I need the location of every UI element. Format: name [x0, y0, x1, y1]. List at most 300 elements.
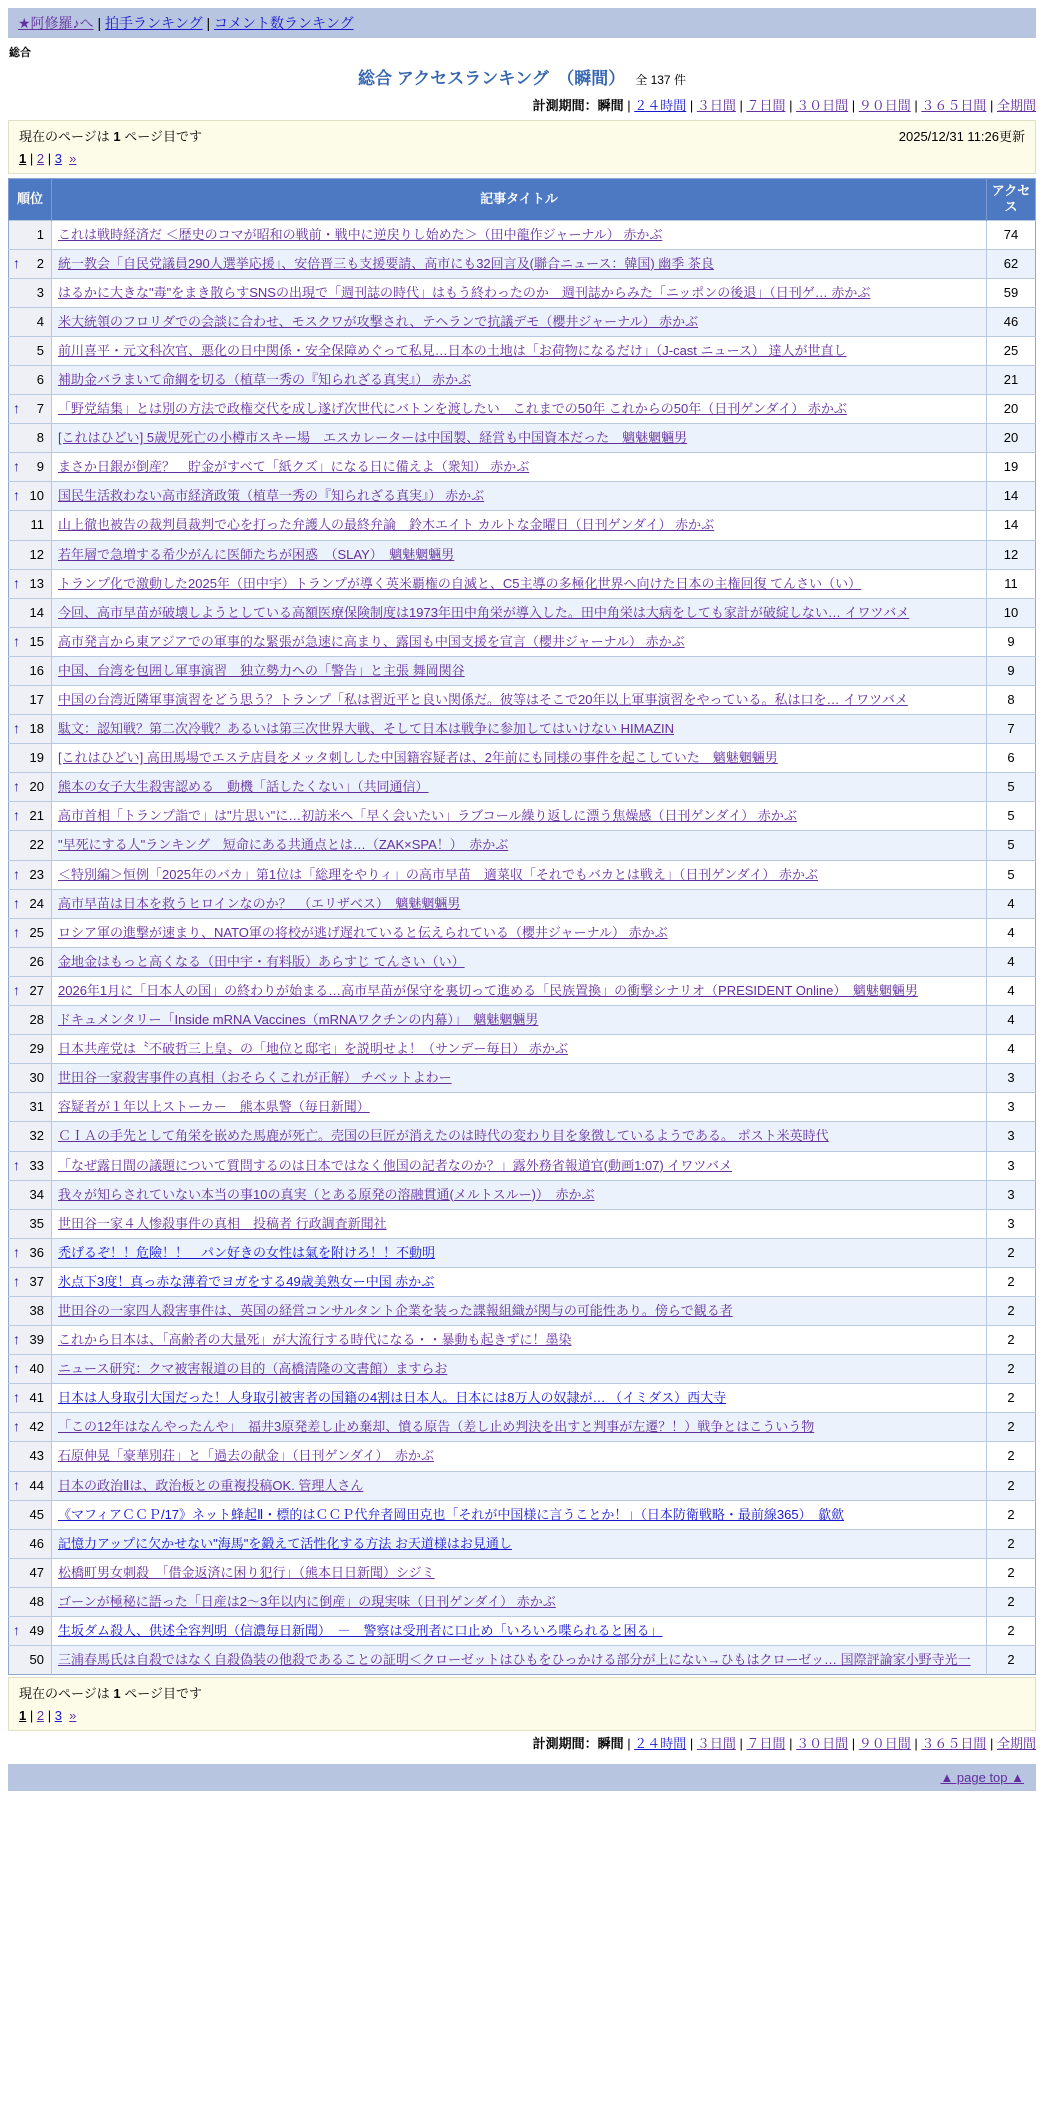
- rank-cell: [9, 1326, 52, 1355]
- rank-cell: [9, 976, 52, 1005]
- access-count: 3: [987, 1209, 1036, 1238]
- rank-cell: [9, 1122, 52, 1151]
- article-link[interactable]: ニュース研究：クマ被害報道の目的（高橋清隆の文書館）ますらお: [58, 1361, 448, 1377]
- table-row: [9, 860, 1036, 889]
- page-title-main: 総合 アクセスランキング （瞬間）: [358, 69, 626, 88]
- article-title-cell: [52, 773, 987, 802]
- article-link[interactable]: 国民生活救わない高市経済政策（植草一秀の『知られざる真実』） 赤かぶ: [58, 488, 485, 504]
- article-title-cell: [52, 1180, 987, 1209]
- article-title-cell: [52, 1326, 987, 1355]
- rank-cell: [9, 1209, 52, 1238]
- article-link[interactable]: 三浦春馬氏は自殺ではなく自殺偽装の他殺であることの証明＜クローゼットはひもをひっかける部分が上にない→ひもはクローゼッ… 国際評論家小野寺光一: [58, 1652, 971, 1668]
- article-title-cell: [52, 715, 987, 744]
- pagination: 1 | 2 | 3 »: [19, 1708, 77, 1724]
- article-link[interactable]: 日本の政治Ⅱは、政治板との重複投稿OK. 管理人さん: [58, 1477, 364, 1493]
- access-count: 4: [987, 947, 1036, 976]
- article-link[interactable]: ドキュメンタリー「Inside mRNA Vaccines（mRNAワクチンの内幕）」 魑魅魍魎男: [58, 1012, 539, 1028]
- article-title-cell: [52, 1500, 987, 1529]
- article-link[interactable]: トランプ化で激動した2025年（田中宇）トランプが導く英米覇権の自滅と、C5主導の多極化世界へ向けた日本の主権回復 てんさい（い）: [58, 575, 862, 591]
- page-info-box-bottom: [8, 1677, 1036, 1731]
- rank-number: 43: [29, 1448, 44, 1464]
- period-link[interactable]: 全期間: [996, 1736, 1036, 1752]
- article-link[interactable]: ゴーンが極秘に語った「日産は2～3年以内に倒産」の現実味（日刊ゲンダイ） 赤かぶ: [58, 1593, 556, 1609]
- rank-cell: [9, 482, 52, 511]
- access-count: 62: [987, 249, 1036, 278]
- rank-cell: [9, 1238, 52, 1267]
- access-count: 3: [987, 1180, 1036, 1209]
- period-current: 瞬間: [597, 98, 624, 113]
- table-row: [9, 656, 1036, 685]
- rank-number: 42: [29, 1419, 44, 1435]
- table-row: [9, 1355, 1036, 1384]
- period-link[interactable]: ９０日間: [858, 1736, 911, 1752]
- pagination-current[interactable]: 1: [19, 151, 27, 166]
- access-count: 2: [987, 1267, 1036, 1296]
- rank-number: 48: [29, 1593, 44, 1609]
- period-link[interactable]: ３日間: [696, 98, 736, 113]
- nav-link[interactable]: 拍手ランキング: [104, 15, 203, 31]
- access-count: 2: [987, 1355, 1036, 1384]
- article-title-cell: [52, 1384, 987, 1413]
- article-link[interactable]: 統一教会「自民党議員290人選挙応援」、安倍晋三も支援要請、高市にも32回言及(聯合ニュース：韓国) 幽季 茶良: [58, 255, 714, 271]
- rank-cell: [9, 1442, 52, 1471]
- access-count: 3: [987, 1122, 1036, 1151]
- rank-cell: [9, 569, 52, 598]
- rank-number: 50: [29, 1652, 44, 1668]
- table-row: [9, 336, 1036, 365]
- article-link[interactable]: 生坂ダム殺人、供述全容判明（信濃毎日新聞） － 警察は受刑者に口止め「いろいろ喋られると困る」: [58, 1623, 663, 1638]
- table-row: [9, 1093, 1036, 1122]
- up-arrow-icon: ↑: [13, 1389, 20, 1406]
- table-row: [9, 1558, 1036, 1587]
- access-count: 4: [987, 889, 1036, 918]
- period-bar: 計測期間：瞬間 | ２４時間 | ３日間 | ７日間 | ３０日間 | ９０日間 | ３６５日間 | 全期間: [532, 1736, 1036, 1752]
- rank-cell: [9, 773, 52, 802]
- access-count: 3: [987, 1151, 1036, 1180]
- rank-cell: [9, 947, 52, 976]
- article-title-cell: [52, 976, 987, 1005]
- article-title-cell: [52, 656, 987, 685]
- access-count: 6: [987, 744, 1036, 773]
- article-link[interactable]: 我々が知らされていない本当の事10の真実（とある原発の溶融貫通(メルトスルー)） 赤かぶ: [58, 1186, 595, 1202]
- article-link[interactable]: 中国の台湾近隣軍事演習をどう思う？トランプ「私は習近平と良い関係だ。彼等はそこで20年以上軍事演習をやっている。私は口を… イワツバメ: [58, 692, 908, 707]
- article-title-cell: [52, 1617, 987, 1646]
- rank-cell: [9, 1413, 52, 1442]
- up-arrow-icon: ↑: [13, 1622, 20, 1639]
- article-link[interactable]: 容疑者が１年以上ストーカー 熊本県警（毎日新聞）: [58, 1099, 370, 1115]
- article-title-cell: [52, 395, 987, 424]
- article-link[interactable]: 日本は人身取引大国だった！人身取引被害者の国籍の4割は日本人。日本には8万人の奴隷が… （イミダス）西大寺: [58, 1390, 727, 1406]
- access-count: 10: [987, 598, 1036, 627]
- rank-number: 49: [29, 1623, 44, 1638]
- table-row: [9, 307, 1036, 336]
- rank-cell: [9, 1267, 52, 1296]
- rank-number: 20: [29, 779, 44, 795]
- rank-cell: [9, 453, 52, 482]
- article-link[interactable]: 中国、台湾を包囲し軍事演習 独立勢力への「警告」と主張 舞岡関谷: [58, 662, 465, 678]
- rank-number: 36: [29, 1244, 44, 1260]
- rank-number: 29: [29, 1041, 44, 1057]
- nav-separator: |: [202, 15, 214, 31]
- rank-cell: [9, 336, 52, 365]
- table-row: [9, 686, 1036, 715]
- ranking-table-body: [9, 220, 1036, 1675]
- rank-number: 3: [36, 284, 44, 300]
- table-row: [9, 453, 1036, 482]
- article-link[interactable]: 氷点下3度！真っ赤な薄着でヨガをする49歳美熟女ー中国 赤かぶ: [58, 1273, 435, 1289]
- rank-cell: [9, 715, 52, 744]
- up-arrow-icon: ↑: [13, 1476, 20, 1493]
- access-count: 2: [987, 1529, 1036, 1558]
- site-nav-bar: [8, 8, 1036, 38]
- period-link[interactable]: ３６５日間: [921, 1736, 987, 1752]
- pagination-current[interactable]: 1: [19, 1708, 27, 1724]
- up-arrow-icon: ↑: [13, 1360, 20, 1377]
- table-row: [9, 220, 1036, 249]
- up-arrow-icon: ↑: [13, 1418, 20, 1435]
- article-link[interactable]: 「この12年はなんやったんや」 福井3原発差し止め棄却、憤る原告（差し止め判決を出すと判事が左遷？！）戦争とはこういう物: [58, 1419, 815, 1435]
- article-link[interactable]: 2026年1月に「日本人の国」の終わりが始まる…高市早苗が保守を裏切って進める「民族置換」の衝撃シナリオ（PRESIDENT Online） 魑魅魍魎男: [58, 982, 918, 998]
- article-link[interactable]: 熊本の女子大生殺害認める 動機「話したくない」（共同通信）: [58, 779, 429, 795]
- nav-separator: |: [93, 15, 105, 31]
- table-row: [9, 1326, 1036, 1355]
- table-row: [9, 1646, 1036, 1675]
- article-link[interactable]: 若年層で急増する希少がんに医師たちが困惑 （SLAY） 魑魅魍魎男: [58, 546, 455, 562]
- period-link[interactable]: ３６５日間: [921, 98, 987, 113]
- article-title-cell: [52, 365, 987, 394]
- up-arrow-icon: ↑: [13, 982, 20, 999]
- page-top-link[interactable]: ▲ page top ▲: [940, 1770, 1024, 1786]
- period-current: 瞬間: [597, 1736, 624, 1752]
- nav-link[interactable]: コメント数ランキング: [214, 15, 354, 31]
- article-link[interactable]: 高市首相「トランプ詣で」は"片思い"に…初訪米へ「早く会いたい」ラブコール繰り返しに漂う焦燥感（日刊ゲンダイ） 赤かぶ: [58, 808, 797, 824]
- article-link[interactable]: 高市早苗は日本を救うヒロインなのか？ （エリザベス） 魑魅魍魎男: [58, 895, 461, 911]
- rank-number: 35: [29, 1215, 44, 1231]
- access-count: 3: [987, 1093, 1036, 1122]
- article-link[interactable]: 《マフィアＣＣＰ/17》ネット蜂起Ⅱ・標的はＣＣＰ代弁者岡田克也「それが中国様に言うことか！」（日本防衛戦略・最前線365） 歙歛: [58, 1506, 845, 1522]
- current-page-suffix: ページ目です: [120, 129, 202, 144]
- article-title-cell: [52, 336, 987, 365]
- table-row: [9, 1267, 1036, 1296]
- access-count: 74: [987, 220, 1036, 249]
- table-row: [9, 889, 1036, 918]
- article-link[interactable]: 世田谷一家殺害事件の真相（おそらくこれが正解） チベットよわー: [58, 1070, 452, 1086]
- access-count: 14: [987, 482, 1036, 511]
- table-row: [9, 1442, 1036, 1471]
- period-link[interactable]: ３０日間: [796, 1736, 849, 1752]
- article-title-cell: [52, 278, 987, 307]
- rank-cell: [9, 1296, 52, 1325]
- rank-cell: [9, 656, 52, 685]
- article-link[interactable]: 高市発言から東アジアでの軍事的な緊張が急速に高まり、露国も中国支援を宣言（櫻井ジャーナル） 赤かぶ: [58, 633, 685, 649]
- rank-number: 21: [29, 808, 44, 824]
- pagination: 1 | 2 | 3 »: [19, 151, 77, 166]
- article-link[interactable]: 石原伸晃「豪華別荘」と「過去の献金」（日刊ゲンダイ） 赤かぶ: [58, 1448, 434, 1464]
- up-arrow-icon: ↑: [13, 1331, 20, 1348]
- section-label: 総合: [9, 47, 31, 59]
- article-link[interactable]: 駄文：認知戦？第二次冷戦？あるいは第三次世界大戦、そして日本は戦争に参加してはいけない HIMAZIN: [58, 721, 675, 737]
- article-title-cell: [52, 482, 987, 511]
- rank-number: 38: [29, 1302, 44, 1318]
- access-count: 5: [987, 773, 1036, 802]
- article-title-cell: [52, 249, 987, 278]
- table-row: [9, 1384, 1036, 1413]
- up-arrow-icon: ↑: [13, 458, 20, 475]
- table-row: [9, 627, 1036, 656]
- rank-cell: [9, 1035, 52, 1064]
- article-title-cell: [52, 860, 987, 889]
- up-arrow-icon: ↑: [13, 487, 20, 504]
- up-arrow-icon: ↑: [13, 632, 20, 649]
- rank-cell: [9, 1180, 52, 1209]
- rank-cell: [9, 220, 52, 249]
- up-arrow-icon: ↑: [13, 1273, 20, 1290]
- access-count: 7: [987, 715, 1036, 744]
- pagination-next[interactable]: »: [69, 1708, 77, 1724]
- rank-number: 6: [36, 371, 44, 387]
- period-link[interactable]: ３日間: [696, 1736, 736, 1752]
- article-link[interactable]: 松橋町男女刺殺 「借金返済に困り犯行」（熊本日日新聞）シジミ: [58, 1564, 435, 1580]
- rank-cell: [9, 395, 52, 424]
- article-link[interactable]: 日本共産党は〝不破哲三上皇〟の「地位と邸宅」を説明せよ！（サンデー毎日） 赤かぶ: [58, 1041, 568, 1057]
- rank-number: 2: [36, 255, 44, 271]
- rank-number: 47: [29, 1564, 44, 1580]
- rank-number: 32: [29, 1128, 44, 1144]
- rank-number: 27: [29, 982, 44, 998]
- rank-cell: [9, 1006, 52, 1035]
- article-title-cell: [52, 1471, 987, 1500]
- table-row: [9, 249, 1036, 278]
- article-link[interactable]: 世田谷一家４人惨殺事件の真相 投稿者 行政調査新聞社: [58, 1215, 387, 1231]
- table-row: [9, 1413, 1036, 1442]
- article-link[interactable]: [これはひどい] 5歳児死亡の小樽市スキー場 エスカレーターは中国製、経営も中国資本だった 魑魅魍魎男: [58, 430, 688, 446]
- table-row: [9, 1471, 1036, 1500]
- article-link[interactable]: これから日本は、「高齢者の大量死」が大流行する時代になる・・暴動も起きずに！墨染: [58, 1332, 572, 1348]
- rank-number: 15: [29, 633, 44, 649]
- table-row: [9, 1064, 1036, 1093]
- current-page-suffix: ページ目です: [120, 1686, 202, 1702]
- rank-cell: [9, 918, 52, 947]
- column-header-rank: 順位: [9, 179, 52, 221]
- article-link[interactable]: [これはひどい] 高田馬場でエステ店員をメッタ刺しした中国籍容疑者は、2年前にも同様の事件を起こしていた 魑魅魍魎男: [58, 750, 778, 766]
- pagination-link[interactable]: 3: [54, 1708, 62, 1724]
- period-link[interactable]: ２４時間: [634, 1736, 687, 1752]
- article-title-cell: [52, 831, 987, 860]
- article-link[interactable]: 「野党結集」とは別の方法で政権交代を成し遂げ次世代にバトンを渡したい これまでの50年 これからの50年（日刊ゲンダイ） 赤かぶ: [58, 401, 847, 417]
- rank-number: 16: [29, 662, 44, 678]
- rank-cell: [9, 1529, 52, 1558]
- article-title-cell: [52, 889, 987, 918]
- access-count: 4: [987, 976, 1036, 1005]
- table-row: [9, 1617, 1036, 1646]
- rank-number: 33: [29, 1157, 44, 1173]
- pagination-next[interactable]: »: [69, 151, 77, 166]
- rank-cell: [9, 540, 52, 569]
- article-title-cell: [52, 1209, 987, 1238]
- article-title-cell: [52, 1064, 987, 1093]
- article-title-cell: [52, 424, 987, 453]
- article-link[interactable]: まさか日銀が倒産？ 貯金がすべて「紙クズ」になる日に備えよ（衆知） 赤かぶ: [58, 459, 530, 475]
- rank-cell: [9, 1587, 52, 1616]
- access-count: 8: [987, 686, 1036, 715]
- table-row: [9, 1180, 1036, 1209]
- period-link[interactable]: ９０日間: [858, 98, 911, 113]
- access-count: 5: [987, 831, 1036, 860]
- article-title-cell: [52, 1238, 987, 1267]
- article-title-cell: [52, 744, 987, 773]
- rank-cell: [9, 1617, 52, 1646]
- access-count: 25: [987, 336, 1036, 365]
- article-title-cell: [52, 1006, 987, 1035]
- article-title-cell: [52, 511, 987, 540]
- article-link[interactable]: 補助金バラまいて命綱を切る（植草一秀の『知られざる真実』） 赤かぶ: [58, 371, 472, 387]
- access-count: 3: [987, 1064, 1036, 1093]
- article-title-cell: [52, 1151, 987, 1180]
- current-page-prefix: 現在のページは: [19, 1686, 114, 1702]
- access-count: 5: [987, 802, 1036, 831]
- rank-number: 19: [29, 750, 44, 766]
- current-page-prefix: 現在のページは: [19, 129, 114, 144]
- table-row: [9, 540, 1036, 569]
- rank-number: 23: [29, 866, 44, 882]
- rank-number: 9: [36, 459, 44, 475]
- access-count: 46: [987, 307, 1036, 336]
- pagination-link[interactable]: 3: [54, 151, 62, 166]
- table-row: [9, 1035, 1036, 1064]
- access-count: 9: [987, 627, 1036, 656]
- nav-link[interactable]: ★阿修羅♪へ: [18, 15, 94, 31]
- table-row: [9, 278, 1036, 307]
- article-link[interactable]: 前川喜平・元文科次官、悪化の日中関係・安全保障めぐって私見…日本の土地は「お荷物になるだけ」（J-cast ニュース） 達人が世直し: [58, 342, 847, 358]
- rank-cell: [9, 1500, 52, 1529]
- article-title-cell: [52, 947, 987, 976]
- pagination-link[interactable]: 2: [36, 151, 45, 166]
- access-count: 2: [987, 1296, 1036, 1325]
- table-row: [9, 482, 1036, 511]
- rank-cell: [9, 744, 52, 773]
- access-count: 2: [987, 1326, 1036, 1355]
- article-link[interactable]: 世田谷の一家四人殺害事件は、英国の経営コンサルタント企業を装った諜報組織が関与の可能性あり。傍らで観る者: [58, 1302, 733, 1318]
- rank-number: 41: [29, 1390, 44, 1406]
- rank-number: 40: [29, 1361, 44, 1377]
- table-row: [9, 395, 1036, 424]
- up-arrow-icon: ↑: [13, 1243, 20, 1260]
- rank-number: 22: [29, 837, 44, 853]
- rank-number: 34: [29, 1186, 44, 1202]
- ranking-table: [8, 178, 1036, 1675]
- table-row: [9, 598, 1036, 627]
- up-arrow-icon: ↑: [13, 807, 20, 824]
- access-count: 14: [987, 511, 1036, 540]
- column-header-title: 記事タイトル: [52, 179, 987, 221]
- article-link[interactable]: これは戦時経済だ ＜歴史のコマが昭和の戦前・戦中に逆戻りし始めた＞（田中龍作ジャーナル） 赤かぶ: [58, 226, 663, 242]
- access-count: 4: [987, 1006, 1036, 1035]
- article-link[interactable]: はるかに大きな"毒"をまき散らすSNSの出現で「週刊誌の時代」はもう終わったのか 週刊誌からみた「ニッポンの後退」（日刊ゲ… 赤かぶ: [58, 284, 871, 300]
- article-link[interactable]: ＣＩＡの手先として角栄を嵌めた馬鹿が死亡。売国の巨匠が消えたのは時代の変わり目を象徴しているようである。 ポスト米英時代: [58, 1128, 829, 1144]
- article-title-cell: [52, 1035, 987, 1064]
- article-link[interactable]: ＜特別編＞恒例「2025年のバカ」第1位は「総理をやりィ」の高市早苗 適菜収「それでもバカとは戦え」（日刊ゲンダイ） 赤かぶ: [58, 866, 818, 882]
- article-title-cell: [52, 540, 987, 569]
- article-link[interactable]: 山上徹也被告の裁判員裁判で心を打った弁護人の最終弁論 鈴木エイト カルトな金曜日（日刊ゲンダイ） 赤かぶ: [58, 517, 715, 533]
- rank-number: 4: [36, 313, 44, 329]
- pagination-link[interactable]: 2: [36, 1708, 45, 1724]
- up-arrow-icon: ↑: [13, 894, 20, 911]
- article-title-cell: [52, 1355, 987, 1384]
- access-count: 20: [987, 424, 1036, 453]
- table-row: [9, 424, 1036, 453]
- rank-number: 30: [29, 1070, 44, 1086]
- rank-number: 24: [29, 895, 44, 911]
- rank-cell: [9, 365, 52, 394]
- table-row: [9, 831, 1036, 860]
- article-link[interactable]: 今回、高市早苗が破壊しようとしている高額医療保険制度は1973年田中角栄が導入した。田中角栄は大病をしても家計が破綻しない… イワツバメ: [58, 604, 910, 620]
- rank-number: 44: [29, 1477, 44, 1493]
- rank-cell: [9, 598, 52, 627]
- period-link[interactable]: 全期間: [996, 98, 1036, 113]
- period-link[interactable]: ７日間: [746, 1736, 786, 1752]
- rank-cell: [9, 1151, 52, 1180]
- rank-cell: [9, 1093, 52, 1122]
- article-title-cell: [52, 1558, 987, 1587]
- rank-cell: [9, 627, 52, 656]
- access-count: 4: [987, 1035, 1036, 1064]
- rank-number: 13: [29, 575, 44, 591]
- article-title-cell: [52, 627, 987, 656]
- article-link[interactable]: 「なぜ露日間の議題について質問するのは日本ではなく他国の記者なのか？」露外務省報道官(動画1:07) イワツバメ: [58, 1157, 733, 1173]
- table-row: [9, 511, 1036, 540]
- access-count: 59: [987, 278, 1036, 307]
- article-title-cell: [52, 1442, 987, 1471]
- total-count: 全 137 件: [635, 73, 686, 87]
- period-link[interactable]: ７日間: [746, 98, 786, 113]
- rank-cell: [9, 278, 52, 307]
- rank-number: 17: [29, 692, 44, 707]
- article-title-cell: [52, 598, 987, 627]
- article-link[interactable]: 禿げるぞ！！危險！！ パン好きの女性は氣を附けろ！！不動明: [58, 1244, 436, 1260]
- article-title-cell: [52, 1267, 987, 1296]
- article-link[interactable]: ロシア軍の進撃が速まり、NATO軍の将校が逃げ遅れていると伝えられている（櫻井ジャーナル） 赤かぶ: [58, 924, 668, 940]
- current-page-text: [19, 126, 202, 145]
- period-link[interactable]: ２４時間: [634, 98, 687, 113]
- table-row: [9, 1238, 1036, 1267]
- access-count: 20: [987, 395, 1036, 424]
- article-link[interactable]: "早死にする人"ランキング 短命にある共通点とは…（ZAK×SPA！） 赤かぶ: [58, 837, 509, 853]
- article-title-cell: [52, 918, 987, 947]
- article-link[interactable]: 記憶力アップに欠かせない"海馬"を鍛えて活性化する方法 お天道様はお見通し: [58, 1535, 512, 1551]
- rank-number: 10: [29, 488, 44, 504]
- rank-number: 14: [29, 604, 44, 620]
- rank-number: 1: [36, 226, 44, 242]
- article-title-cell: [52, 453, 987, 482]
- up-arrow-icon: ↑: [13, 400, 20, 417]
- period-link[interactable]: ３０日間: [796, 98, 849, 113]
- access-count: 2: [987, 1558, 1036, 1587]
- up-arrow-icon: ↑: [13, 720, 20, 737]
- article-link[interactable]: 金地金はもっと高くなる（田中宇・有料版）あらすじ てんさい（い）: [58, 953, 465, 969]
- table-row: [9, 1209, 1036, 1238]
- table-row: [9, 918, 1036, 947]
- article-title-cell: [52, 1296, 987, 1325]
- article-title-cell: [52, 1093, 987, 1122]
- updated-timestamp: 2025/12/31 11:26更新: [898, 129, 1025, 144]
- rank-cell: [9, 511, 52, 540]
- current-page-number: 1: [113, 1686, 121, 1702]
- period-label: 計測期間：: [532, 98, 598, 113]
- article-link[interactable]: 米大統領のフロリダでの会談に合わせ、モスクワが攻撃され、テヘランで抗議デモ（櫻井ジャーナル） 赤かぶ: [58, 313, 699, 329]
- rank-number: 37: [29, 1273, 44, 1289]
- table-row: [9, 947, 1036, 976]
- article-title-cell: [52, 1413, 987, 1442]
